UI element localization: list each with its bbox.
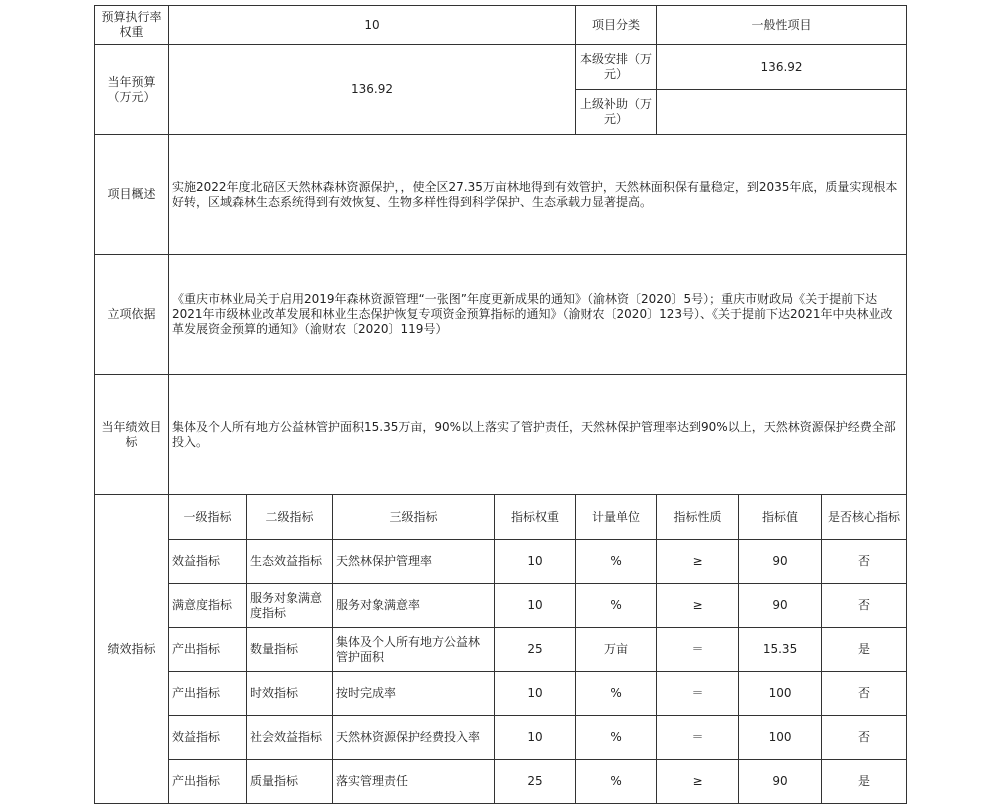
nature-cell: ≥ (657, 760, 739, 804)
indicator-row (95, 672, 907, 716)
indicator-row (95, 716, 907, 760)
value-cell: 100 (739, 716, 822, 760)
unit-cell: % (576, 760, 657, 804)
basis-text: 《重庆市林业局关于启用2019年森林资源管理“一张图”年度更新成果的通知》（渝林资〔2020〕5号）；重庆市财政局《关于提前下达2021年市级林业改革发展和林业生态保护恢复专项资金预算指标的通知》（渝财农〔2020〕123号）、《关于提前下达2021年中央林业改革发展资金预算的通知》（渝财农〔2020〕119号） (169, 255, 907, 375)
unit-cell: % (576, 716, 657, 760)
header-cell: 三级指标 (333, 495, 495, 540)
weight-cell: 25 (495, 760, 576, 804)
level2-cell: 质量指标 (247, 760, 333, 804)
unit-cell: 万亩 (576, 628, 657, 672)
level3-cell: 天然林资源保护经费投入率 (333, 716, 495, 760)
category-label: 项目分类 (576, 6, 657, 45)
indicator-row (95, 540, 907, 584)
nature-cell: ＝ (657, 672, 739, 716)
budget-value: 136.92 (169, 45, 576, 135)
header-cell: 指标权重 (495, 495, 576, 540)
overview-text: 实施2022年度北碚区天然林森林资源保护，，使全区27.35万亩林地得到有效管护，天然林面积保有量稳定，到2035年底，质量实现根本好转，区域森林生态系统得到有效恢复、生物多样性得到科学保护、生态承载力显著提高。 (169, 135, 907, 255)
level3-cell: 服务对象满意率 (333, 584, 495, 628)
value-cell: 90 (739, 760, 822, 804)
local-value: 136.92 (657, 45, 907, 90)
unit-cell: % (576, 672, 657, 716)
header-cell: 指标性质 (657, 495, 739, 540)
weight-value: 10 (169, 6, 576, 45)
indicator-row (95, 628, 907, 672)
goal-text: 集体及个人所有地方公益林管护面积15.35万亩，90%以上落实了管护责任，天然林保护管理率达到90%以上，天然林资源保护经费全部投入。 (169, 375, 907, 495)
upper-value (657, 90, 907, 135)
level2-cell: 服务对象满意度指标 (247, 584, 333, 628)
value-cell: 15.35 (739, 628, 822, 672)
header-cell: 二级指标 (247, 495, 333, 540)
level2-cell: 社会效益指标 (247, 716, 333, 760)
weight-cell: 25 (495, 628, 576, 672)
core-cell: 否 (822, 584, 907, 628)
core-cell: 否 (822, 540, 907, 584)
overview-row (95, 135, 907, 255)
local-label: 本级安排（万元） (576, 45, 657, 90)
level2-cell: 时效指标 (247, 672, 333, 716)
weight-label: 预算执行率权重 (95, 6, 169, 45)
weight-cell: 10 (495, 540, 576, 584)
unit-cell: % (576, 540, 657, 584)
level3-cell: 落实管理责任 (333, 760, 495, 804)
indicator-row (95, 584, 907, 628)
header-cell: 计量单位 (576, 495, 657, 540)
level3-cell: 集体及个人所有地方公益林管护面积 (333, 628, 495, 672)
core-cell: 是 (822, 628, 907, 672)
summary-row-local (95, 45, 907, 90)
core-cell: 否 (822, 716, 907, 760)
budget-performance-table (94, 5, 907, 804)
level3-cell: 天然林保护管理率 (333, 540, 495, 584)
header-cell: 是否核心指标 (822, 495, 907, 540)
nature-cell: ＝ (657, 628, 739, 672)
summary-row-weight (95, 6, 907, 45)
category-value: 一般性项目 (657, 6, 907, 45)
indicators-label: 绩效指标 (95, 495, 169, 804)
goal-row (95, 375, 907, 495)
upper-label: 上级补助（万元） (576, 90, 657, 135)
weight-cell: 10 (495, 716, 576, 760)
goal-label: 当年绩效目标 (95, 375, 169, 495)
level1-cell: 效益指标 (169, 716, 247, 760)
weight-cell: 10 (495, 672, 576, 716)
level1-cell: 满意度指标 (169, 584, 247, 628)
core-cell: 是 (822, 760, 907, 804)
core-cell: 否 (822, 672, 907, 716)
indicator-row (95, 760, 907, 804)
basis-label: 立项依据 (95, 255, 169, 375)
level3-cell: 按时完成率 (333, 672, 495, 716)
header-cell: 一级指标 (169, 495, 247, 540)
indicator-header-row (95, 495, 907, 540)
level2-cell: 生态效益指标 (247, 540, 333, 584)
level1-cell: 产出指标 (169, 672, 247, 716)
nature-cell: ≥ (657, 584, 739, 628)
basis-row (95, 255, 907, 375)
level1-cell: 效益指标 (169, 540, 247, 584)
nature-cell: ＝ (657, 716, 739, 760)
header-cell: 指标值 (739, 495, 822, 540)
level1-cell: 产出指标 (169, 760, 247, 804)
budget-label: 当年预算（万元） (95, 45, 169, 135)
weight-cell: 10 (495, 584, 576, 628)
value-cell: 100 (739, 672, 822, 716)
unit-cell: % (576, 584, 657, 628)
overview-label: 项目概述 (95, 135, 169, 255)
level2-cell: 数量指标 (247, 628, 333, 672)
level1-cell: 产出指标 (169, 628, 247, 672)
value-cell: 90 (739, 584, 822, 628)
nature-cell: ≥ (657, 540, 739, 584)
value-cell: 90 (739, 540, 822, 584)
